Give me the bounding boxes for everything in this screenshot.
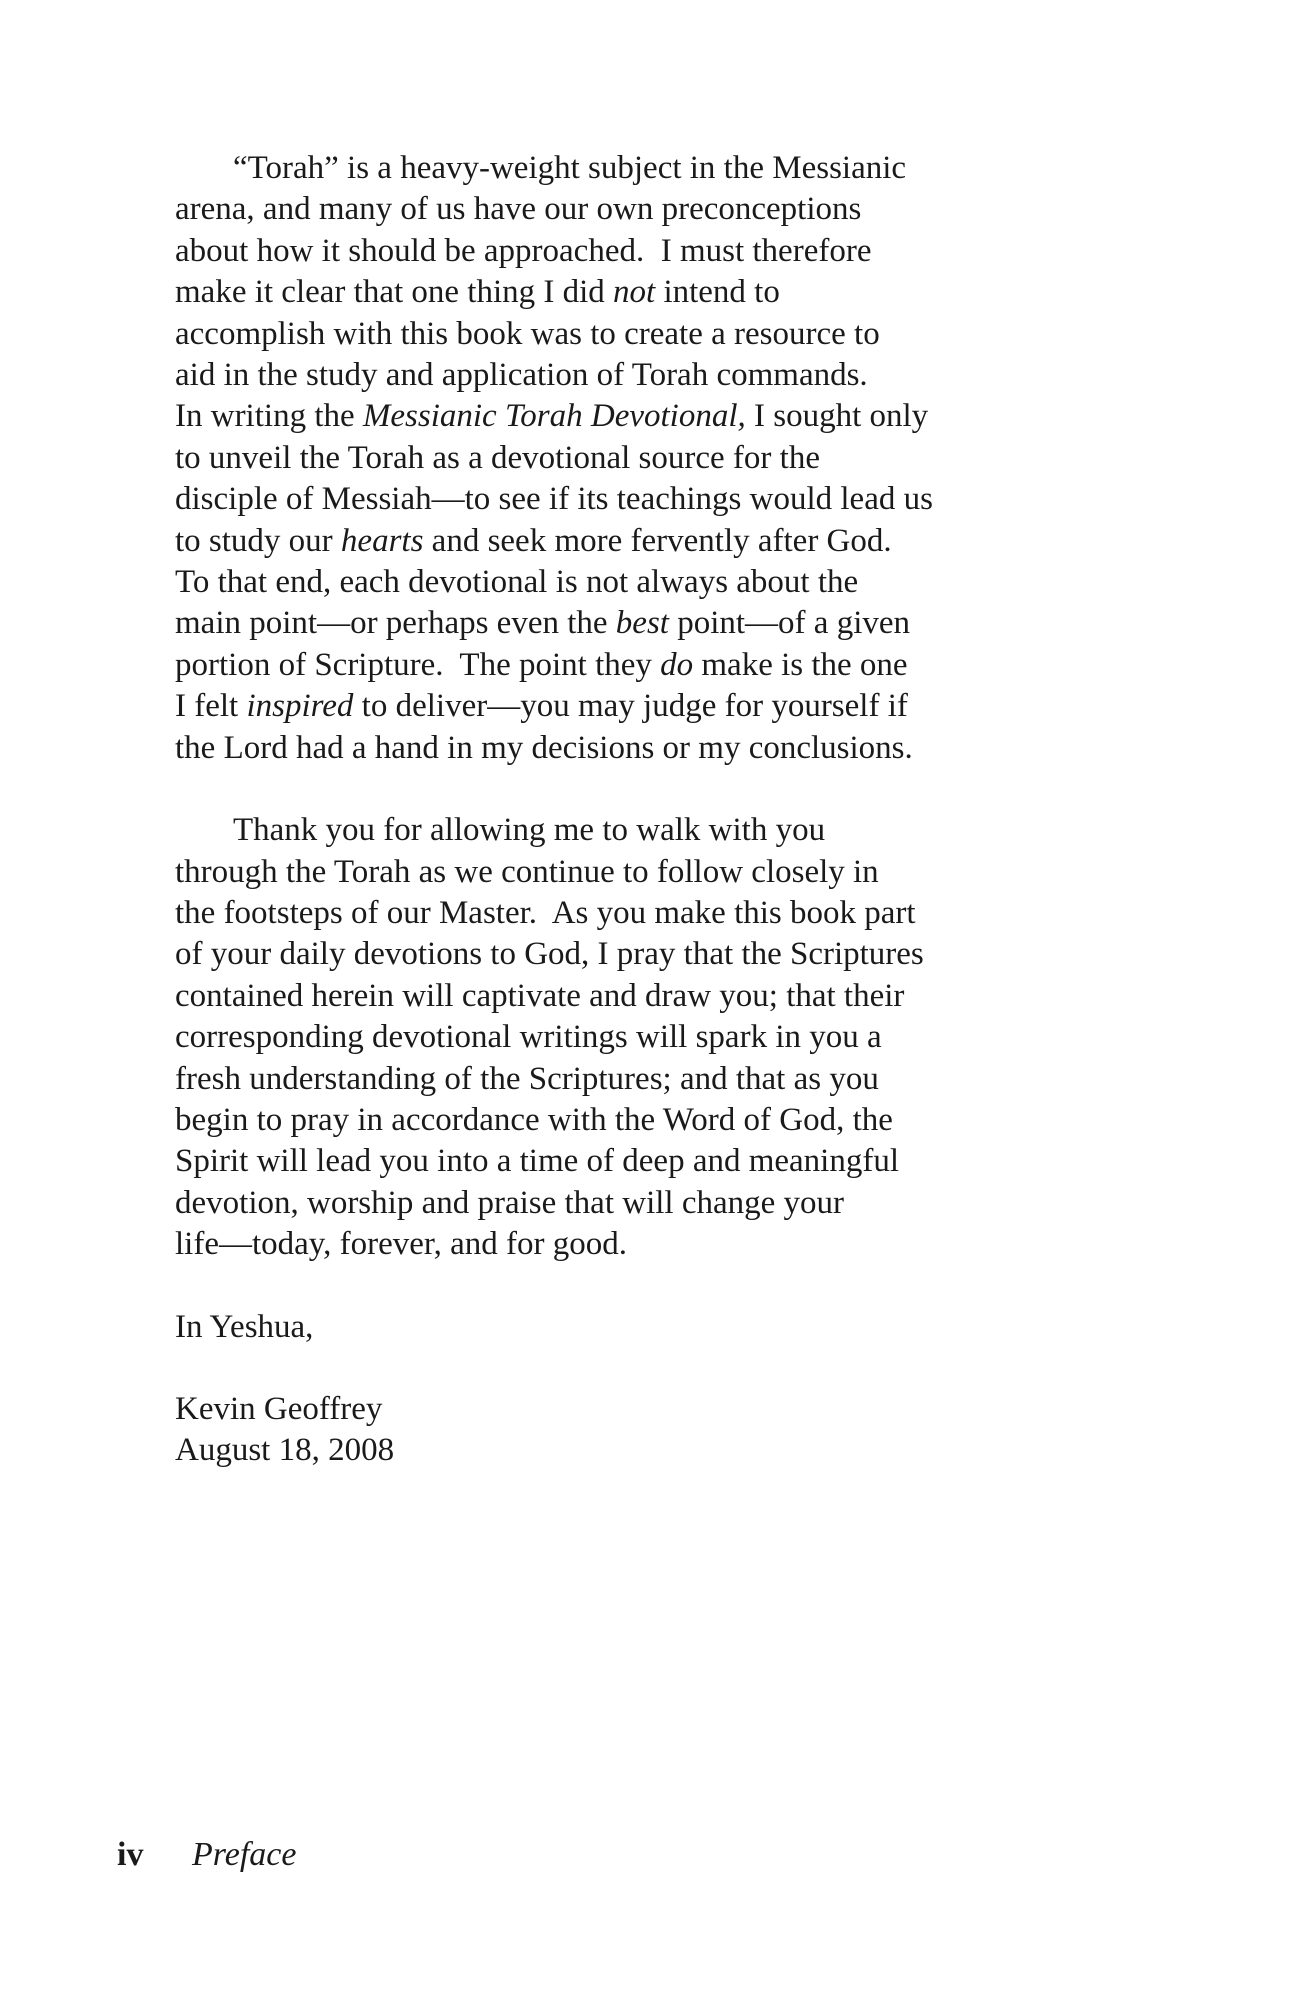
text-run: To that end, each devotional is not always about the bbox=[175, 564, 859, 601]
text-line bbox=[175, 355, 1075, 396]
text-run: corresponding devotional writings will spark in you a bbox=[175, 1019, 882, 1056]
italic-run: Messianic Torah Devotional, bbox=[362, 398, 746, 435]
italic-run: not bbox=[613, 274, 656, 311]
paragraph-torah-approach bbox=[175, 148, 1075, 769]
text-line bbox=[175, 686, 1075, 727]
paragraph-gap bbox=[175, 1348, 1075, 1389]
text-line bbox=[175, 852, 1075, 893]
text-run: contained herein will captivate and draw you; that their bbox=[175, 977, 905, 1014]
text-line bbox=[175, 893, 1075, 934]
text-line bbox=[175, 438, 1075, 479]
text-run: accomplish with this book was to create a resource to bbox=[175, 315, 880, 352]
italic-run: inspired bbox=[246, 688, 354, 725]
text-run: main point—or perhaps even the bbox=[175, 605, 616, 642]
signature-date: August 18, 2008 bbox=[175, 1432, 395, 1469]
page-footer bbox=[117, 1836, 296, 1874]
text-run: life—today, forever, and for good. bbox=[175, 1226, 627, 1263]
text-line bbox=[175, 1141, 1075, 1182]
text-run: Thank you for allowing me to walk with you bbox=[233, 812, 826, 849]
text-line bbox=[175, 562, 1075, 603]
running-head: Preface bbox=[192, 1836, 297, 1873]
paragraph-gap bbox=[175, 769, 1075, 810]
text-run: make it clear that one thing I did bbox=[175, 274, 614, 311]
text-run: through the Torah as we continue to follow closely in bbox=[175, 853, 879, 890]
text-run: In writing the bbox=[175, 398, 363, 435]
text-run: devotion, worship and praise that will change your bbox=[175, 1184, 845, 1221]
text-run: about how it should be approached. I must therefore bbox=[175, 232, 872, 269]
text-line bbox=[175, 1059, 1075, 1100]
text-run: intend to bbox=[655, 274, 780, 311]
text-run: make is the one bbox=[693, 646, 908, 683]
text-line bbox=[175, 728, 1075, 769]
italic-run: do bbox=[660, 646, 694, 683]
author-name: Kevin Geoffrey bbox=[175, 1390, 383, 1427]
text-run: portion of Scripture. The point they bbox=[175, 646, 661, 683]
text-run: of your daily devotions to God, I pray that the Scriptures bbox=[175, 936, 924, 973]
text-line bbox=[175, 603, 1075, 644]
paragraph-gap bbox=[175, 1266, 1075, 1307]
text-run: the footsteps of our Master. As you make this book part bbox=[175, 894, 916, 931]
paragraph-thank-you bbox=[175, 810, 1075, 1265]
italic-run: hearts bbox=[340, 522, 424, 559]
text-line bbox=[175, 810, 1075, 851]
text-run: to study our bbox=[175, 522, 341, 559]
text-run: point—of a given bbox=[668, 605, 911, 642]
italic-run: best bbox=[615, 605, 669, 642]
text-run: aid in the study and application of Torah commands. bbox=[175, 357, 868, 394]
text-line bbox=[175, 231, 1075, 272]
text-line bbox=[175, 396, 1075, 437]
text-line bbox=[175, 148, 1075, 189]
text-line bbox=[175, 934, 1075, 975]
text-run: the Lord had a hand in my decisions or my conclusions. bbox=[175, 729, 913, 766]
page-number: iv bbox=[117, 1836, 144, 1873]
text-run: to unveil the Torah as a devotional source for the bbox=[175, 439, 820, 476]
text-run: arena, and many of us have our own preconceptions bbox=[175, 191, 862, 228]
closing-salutation: In Yeshua, bbox=[175, 1308, 314, 1345]
text-run: Spirit will lead you into a time of deep and meaningful bbox=[175, 1143, 900, 1180]
text-run: fresh understanding of the Scriptures; and that as you bbox=[175, 1060, 879, 1097]
text-line bbox=[175, 1017, 1075, 1058]
text-run: begin to pray in accordance with the Word of God, the bbox=[175, 1101, 893, 1138]
text-line bbox=[175, 1183, 1075, 1224]
text-run: “Torah” is a heavy-weight subject in the Messianic bbox=[233, 150, 907, 186]
text-run: disciple of Messiah—to see if its teachings would lead us bbox=[175, 481, 933, 518]
preface-body bbox=[175, 148, 1075, 1472]
text-run: I felt bbox=[175, 688, 247, 725]
text-line bbox=[175, 272, 1075, 313]
text-line bbox=[175, 314, 1075, 355]
text-run: to deliver—you may judge for yourself if bbox=[353, 688, 908, 725]
text-run: I sought only bbox=[745, 398, 929, 435]
text-run: and seek more fervently after God. bbox=[423, 522, 892, 559]
text-line bbox=[175, 521, 1075, 562]
text-line bbox=[175, 189, 1075, 230]
text-line bbox=[175, 1224, 1075, 1265]
text-line bbox=[175, 1100, 1075, 1141]
text-line bbox=[175, 479, 1075, 520]
text-line bbox=[175, 976, 1075, 1017]
text-line bbox=[175, 645, 1075, 686]
